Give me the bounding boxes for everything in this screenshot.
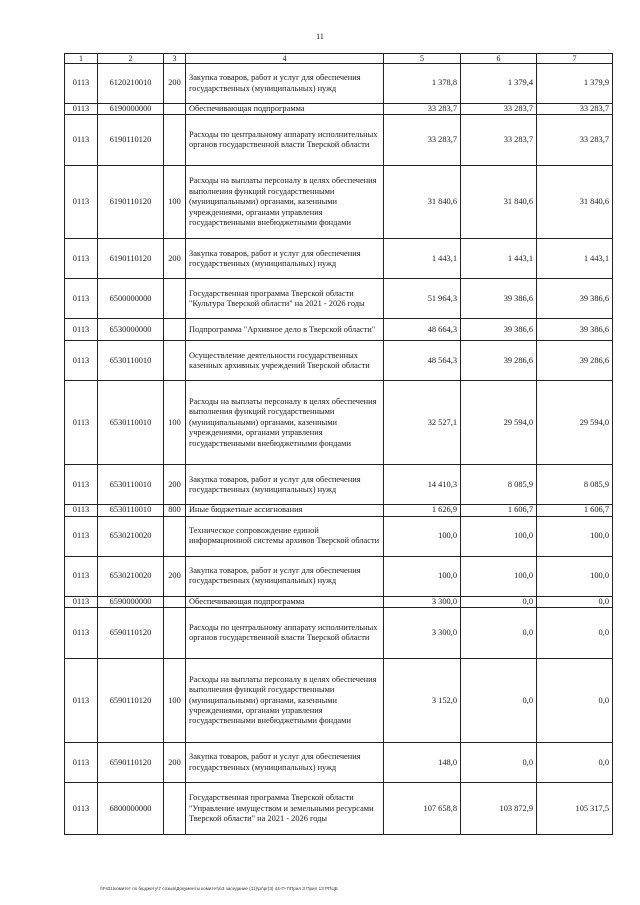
table-row	[65, 104, 613, 115]
table-row	[65, 465, 613, 505]
amount-year1-cell: 31 840,6	[384, 166, 461, 239]
col-header: 7	[537, 54, 613, 64]
description-cell: Расходы на выплаты персоналу в целях обеспечения выполнения функций государственными (муниципальными) органами, казенными учреждениями, органами управления государственными внебюджетными фондами	[186, 166, 384, 239]
amount-year1-cell: 3 300,0	[384, 596, 461, 607]
target-article-cell: 6530110010	[98, 381, 164, 465]
amount-year3-cell: 1 443,1	[537, 239, 613, 279]
amount-year2-cell: 33 283,7	[461, 115, 537, 166]
table-row	[65, 783, 613, 835]
expense-type-cell	[164, 319, 186, 341]
col-header: 6	[461, 54, 537, 64]
description-cell: Обеспечивающая подпрограмма	[186, 596, 384, 607]
table-row	[65, 64, 613, 104]
description-cell: Расходы на выплаты персоналу в целях обеспечения выполнения функций государственными (муниципальными) органами, казенными учреждениями, органами управления государственными внебюджетными фондами	[186, 381, 384, 465]
expense-type-cell	[164, 516, 186, 556]
section-code-cell: 0113	[65, 115, 98, 166]
description-cell: Закупка товаров, работ и услуг для обеспечения государственных (муниципальных) нужд	[186, 556, 384, 596]
amount-year3-cell: 1 379,9	[537, 64, 613, 104]
expense-type-cell: 200	[164, 239, 186, 279]
expense-type-cell	[164, 115, 186, 166]
target-article-cell: 6530110010	[98, 341, 164, 381]
amount-year3-cell: 39 386,6	[537, 279, 613, 319]
table-row	[65, 596, 613, 607]
target-article-cell: 6190110120	[98, 115, 164, 166]
description-cell: Подпрограмма "Архивное дело в Тверской области"	[186, 319, 384, 341]
amount-year2-cell: 100,0	[461, 556, 537, 596]
target-article-cell: 6530210020	[98, 556, 164, 596]
expense-type-cell	[164, 341, 186, 381]
col-header: 3	[164, 54, 186, 64]
description-cell: Расходы по центральному аппарату исполнительных органов государственной власти Тверской области	[186, 608, 384, 659]
amount-year3-cell: 0,0	[537, 596, 613, 607]
description-cell: Расходы по центральному аппарату исполнительных органов государственной власти Тверской области	[186, 115, 384, 166]
amount-year2-cell: 0,0	[461, 608, 537, 659]
section-code-cell: 0113	[65, 465, 98, 505]
table-row	[65, 239, 613, 279]
target-article-cell: 6590000000	[98, 596, 164, 607]
description-cell: Осуществление деятельности государственных казенных архивных учреждений Тверской области	[186, 341, 384, 381]
amount-year3-cell: 0,0	[537, 743, 613, 783]
target-article-cell: 6530000000	[98, 319, 164, 341]
amount-year2-cell: 33 283,7	[461, 104, 537, 115]
expense-type-cell: 100	[164, 166, 186, 239]
table-row	[65, 659, 613, 743]
amount-year2-cell: 100,0	[461, 516, 537, 556]
amount-year3-cell: 0,0	[537, 659, 613, 743]
amount-year1-cell: 3 152,0	[384, 659, 461, 743]
description-cell: Закупка товаров, работ и услуг для обеспечения государственных (муниципальных) нужд	[186, 465, 384, 505]
description-cell: Государственная программа Тверской области "Культура Тверской области" на 2021 - 2026 годы	[186, 279, 384, 319]
section-code-cell: 0113	[65, 104, 98, 115]
expense-type-cell	[164, 596, 186, 607]
section-code-cell: 0113	[65, 341, 98, 381]
expense-type-cell	[164, 104, 186, 115]
amount-year2-cell: 39 286,6	[461, 341, 537, 381]
section-code-cell: 0113	[65, 279, 98, 319]
section-code-cell: 0113	[65, 743, 98, 783]
target-article-cell: 6530210020	[98, 516, 164, 556]
amount-year2-cell: 103 872,9	[461, 783, 537, 835]
table-row	[65, 279, 613, 319]
description-cell: Иные бюджетные ассигнования	[186, 505, 384, 516]
section-code-cell: 0113	[65, 64, 98, 104]
col-header: 1	[65, 54, 98, 64]
amount-year3-cell: 39 286,6	[537, 341, 613, 381]
amount-year2-cell: 0,0	[461, 596, 537, 607]
section-code-cell: 0113	[65, 516, 98, 556]
expense-type-cell: 100	[164, 659, 186, 743]
expense-type-cell: 200	[164, 465, 186, 505]
table-row	[65, 556, 613, 596]
amount-year1-cell: 1 626,9	[384, 505, 461, 516]
target-article-cell: 6120210010	[98, 64, 164, 104]
amount-year2-cell: 1 443,1	[461, 239, 537, 279]
amount-year2-cell: 31 840,6	[461, 166, 537, 239]
section-code-cell: 0113	[65, 166, 98, 239]
amount-year1-cell: 148,0	[384, 743, 461, 783]
col-header: 4	[186, 54, 384, 64]
amount-year3-cell: 8 085,9	[537, 465, 613, 505]
amount-year2-cell: 1 379,4	[461, 64, 537, 104]
amount-year2-cell: 39 386,6	[461, 319, 537, 341]
amount-year1-cell: 48 664,3	[384, 319, 461, 341]
amount-year1-cell: 33 283,7	[384, 104, 461, 115]
col-header: 5	[384, 54, 461, 64]
column-number-row	[65, 54, 613, 64]
description-cell: Государственная программа Тверской области "Управление имуществом и земельными ресурсами Тверской области" на 2021 - 2026 годы	[186, 783, 384, 835]
expense-type-cell: 200	[164, 743, 186, 783]
table-row	[65, 381, 613, 465]
table-row	[65, 319, 613, 341]
amount-year2-cell: 39 386,6	[461, 279, 537, 319]
section-code-cell: 0113	[65, 319, 98, 341]
table-row	[65, 608, 613, 659]
target-article-cell: 6590110120	[98, 659, 164, 743]
target-article-cell: 6190110120	[98, 239, 164, 279]
amount-year3-cell: 100,0	[537, 516, 613, 556]
table-row	[65, 166, 613, 239]
budget-table	[64, 53, 613, 835]
amount-year3-cell: 100,0	[537, 556, 613, 596]
amount-year3-cell: 0,0	[537, 608, 613, 659]
table-row	[65, 115, 613, 166]
col-header: 2	[98, 54, 164, 64]
target-article-cell: 6530110010	[98, 505, 164, 516]
amount-year3-cell: 39 386,6	[537, 319, 613, 341]
section-code-cell: 0113	[65, 505, 98, 516]
section-code-cell: 0113	[65, 608, 98, 659]
description-cell: Техническое сопровождение единой информационной системы архивов Тверской области	[186, 516, 384, 556]
section-code-cell: 0113	[65, 239, 98, 279]
amount-year1-cell: 51 964,3	[384, 279, 461, 319]
amount-year3-cell: 31 840,6	[537, 166, 613, 239]
expense-type-cell	[164, 783, 186, 835]
target-article-cell: 6530110010	[98, 465, 164, 505]
section-code-cell: 0113	[65, 381, 98, 465]
target-article-cell: 6590110120	[98, 743, 164, 783]
description-cell: Закупка товаров, работ и услуг для обеспечения государственных (муниципальных) нужд	[186, 239, 384, 279]
amount-year1-cell: 3 300,0	[384, 608, 461, 659]
section-code-cell: 0113	[65, 783, 98, 835]
amount-year2-cell: 8 085,9	[461, 465, 537, 505]
amount-year2-cell: 0,0	[461, 659, 537, 743]
target-article-cell: 6190110120	[98, 166, 164, 239]
amount-year1-cell: 107 658,8	[384, 783, 461, 835]
amount-year3-cell: 33 283,7	[537, 115, 613, 166]
description-cell: Расходы на выплаты персоналу в целях обеспечения выполнения функций государственными (муниципальными) органами, казенными учреждениями, органами управления государственными внебюджетными фондами	[186, 659, 384, 743]
expense-type-cell	[164, 608, 186, 659]
amount-year3-cell: 33 283,7	[537, 104, 613, 115]
target-article-cell: 6190000000	[98, 104, 164, 115]
amount-year1-cell: 1 378,8	[384, 64, 461, 104]
file-path-footer: \\Fs01\комитет по бюджету\7 созыв\Документы комитета\3 заседание (11)\pr\pr(3) 44-П-7\Прил 3 Прил 13 РПЦБ	[100, 886, 338, 891]
amount-year1-cell: 1 443,1	[384, 239, 461, 279]
page-number: 11	[316, 32, 324, 41]
target-article-cell: 6590110120	[98, 608, 164, 659]
amount-year3-cell: 29 594,0	[537, 381, 613, 465]
description-cell: Обеспечивающая подпрограмма	[186, 104, 384, 115]
amount-year1-cell: 33 283,7	[384, 115, 461, 166]
amount-year1-cell: 32 527,1	[384, 381, 461, 465]
amount-year2-cell: 29 594,0	[461, 381, 537, 465]
amount-year3-cell: 105 317,5	[537, 783, 613, 835]
amount-year1-cell: 48 564,3	[384, 341, 461, 381]
section-code-cell: 0113	[65, 596, 98, 607]
expense-type-cell: 200	[164, 556, 186, 596]
expense-type-cell: 200	[164, 64, 186, 104]
expense-type-cell: 100	[164, 381, 186, 465]
amount-year1-cell: 14 410,3	[384, 465, 461, 505]
amount-year3-cell: 1 606,7	[537, 505, 613, 516]
amount-year2-cell: 0,0	[461, 743, 537, 783]
table-row	[65, 341, 613, 381]
description-cell: Закупка товаров, работ и услуг для обеспечения государственных (муниципальных) нужд	[186, 64, 384, 104]
table-row	[65, 516, 613, 556]
amount-year1-cell: 100,0	[384, 556, 461, 596]
table-row	[65, 743, 613, 783]
section-code-cell: 0113	[65, 556, 98, 596]
expense-type-cell: 800	[164, 505, 186, 516]
description-cell: Закупка товаров, работ и услуг для обеспечения государственных (муниципальных) нужд	[186, 743, 384, 783]
expense-type-cell	[164, 279, 186, 319]
section-code-cell: 0113	[65, 659, 98, 743]
amount-year2-cell: 1 606,7	[461, 505, 537, 516]
target-article-cell: 6500000000	[98, 279, 164, 319]
table-row	[65, 505, 613, 516]
amount-year1-cell: 100,0	[384, 516, 461, 556]
target-article-cell: 6800000000	[98, 783, 164, 835]
